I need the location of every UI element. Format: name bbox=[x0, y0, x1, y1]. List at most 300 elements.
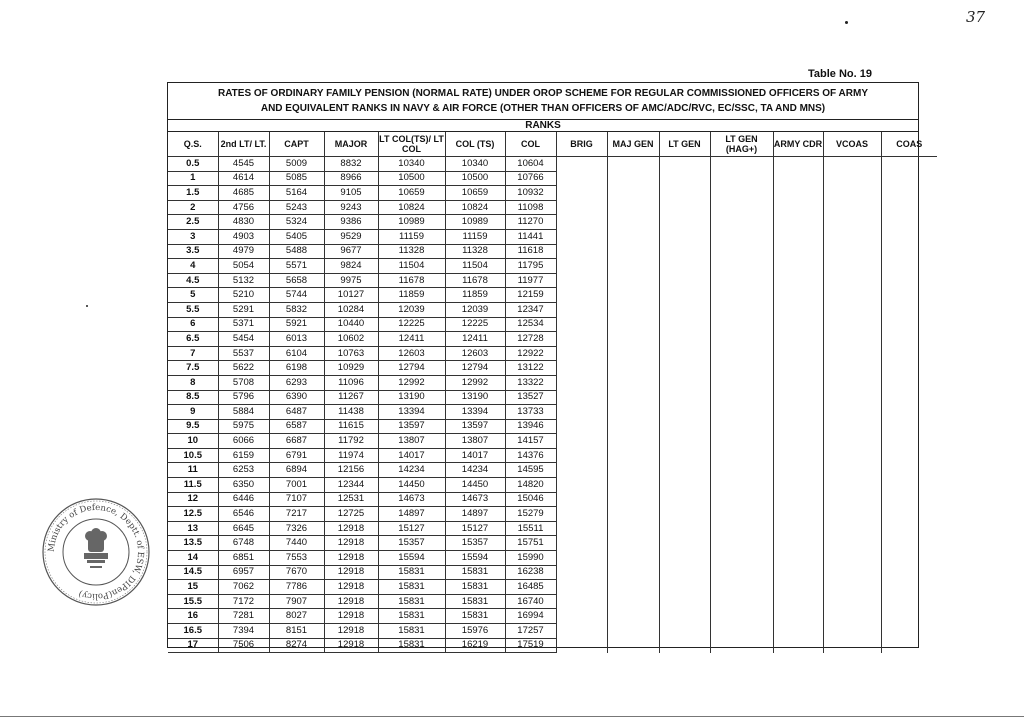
col-cell: 16994 bbox=[505, 609, 556, 624]
qs-cell: 2.5 bbox=[168, 215, 218, 230]
empty-cell bbox=[659, 332, 710, 347]
major-cell: 11438 bbox=[324, 405, 378, 420]
col-cell: 11977 bbox=[505, 273, 556, 288]
empty-cell bbox=[773, 492, 823, 507]
qs-cell: 13.5 bbox=[168, 536, 218, 551]
empty-cell bbox=[823, 478, 881, 493]
col-ts-cell: 14673 bbox=[445, 492, 505, 507]
empty-cell bbox=[773, 302, 823, 317]
major-cell: 12725 bbox=[324, 507, 378, 522]
empty-cell bbox=[607, 200, 659, 215]
empty-cell bbox=[556, 259, 607, 274]
table-row bbox=[168, 463, 937, 478]
qs-cell: 15.5 bbox=[168, 594, 218, 609]
capt-cell: 7326 bbox=[269, 521, 324, 536]
empty-cell bbox=[607, 361, 659, 376]
empty-cell bbox=[881, 551, 937, 566]
empty-cell bbox=[556, 332, 607, 347]
lt-cell: 7062 bbox=[218, 580, 269, 595]
major-cell: 12918 bbox=[324, 521, 378, 536]
qs-cell: 11.5 bbox=[168, 478, 218, 493]
lt-cell: 5291 bbox=[218, 302, 269, 317]
qs-cell: 8.5 bbox=[168, 390, 218, 405]
col-cell: 12728 bbox=[505, 332, 556, 347]
empty-cell bbox=[710, 594, 773, 609]
empty-cell bbox=[659, 302, 710, 317]
empty-cell bbox=[881, 624, 937, 639]
col-cell: 12347 bbox=[505, 302, 556, 317]
col-ts-cell: 15831 bbox=[445, 565, 505, 580]
major-cell: 10929 bbox=[324, 361, 378, 376]
major-cell: 10763 bbox=[324, 346, 378, 361]
major-cell: 8966 bbox=[324, 171, 378, 186]
lt-cell: 7281 bbox=[218, 609, 269, 624]
empty-cell bbox=[607, 259, 659, 274]
lt-cell: 4545 bbox=[218, 157, 269, 172]
empty-cell bbox=[881, 536, 937, 551]
lt-cell: 7506 bbox=[218, 638, 269, 653]
lt-cell: 5454 bbox=[218, 332, 269, 347]
major-cell: 12918 bbox=[324, 594, 378, 609]
col-ts-cell: 12039 bbox=[445, 302, 505, 317]
empty-cell bbox=[556, 346, 607, 361]
lt-col-cell: 12992 bbox=[378, 375, 445, 390]
lt-col-cell: 15831 bbox=[378, 638, 445, 653]
empty-cell bbox=[710, 638, 773, 653]
empty-cell bbox=[556, 317, 607, 332]
column-header: Q.S. bbox=[168, 132, 218, 157]
empty-cell bbox=[607, 624, 659, 639]
lt-cell: 5537 bbox=[218, 346, 269, 361]
empty-cell bbox=[773, 551, 823, 566]
qs-cell: 6 bbox=[168, 317, 218, 332]
capt-cell: 6791 bbox=[269, 448, 324, 463]
empty-cell bbox=[556, 638, 607, 653]
table-row bbox=[168, 624, 937, 639]
empty-cell bbox=[881, 419, 937, 434]
empty-cell bbox=[773, 215, 823, 230]
major-cell: 12918 bbox=[324, 551, 378, 566]
empty-cell bbox=[659, 624, 710, 639]
empty-cell bbox=[881, 594, 937, 609]
empty-cell bbox=[823, 273, 881, 288]
col-cell: 17257 bbox=[505, 624, 556, 639]
empty-cell bbox=[881, 288, 937, 303]
empty-cell bbox=[607, 273, 659, 288]
table-row bbox=[168, 317, 937, 332]
major-cell: 11096 bbox=[324, 375, 378, 390]
empty-cell bbox=[659, 375, 710, 390]
qs-cell: 6.5 bbox=[168, 332, 218, 347]
empty-cell bbox=[607, 434, 659, 449]
col-ts-cell: 11678 bbox=[445, 273, 505, 288]
empty-cell bbox=[881, 448, 937, 463]
major-cell: 12918 bbox=[324, 638, 378, 653]
empty-cell bbox=[823, 390, 881, 405]
empty-cell bbox=[659, 419, 710, 434]
lt-cell: 4979 bbox=[218, 244, 269, 259]
col-cell: 16238 bbox=[505, 565, 556, 580]
empty-cell bbox=[773, 580, 823, 595]
empty-cell bbox=[710, 609, 773, 624]
col-cell: 11270 bbox=[505, 215, 556, 230]
capt-cell: 7001 bbox=[269, 478, 324, 493]
table-title-line-1: RATES OF ORDINARY FAMILY PENSION (NORMAL RATE) UNDER OROP SCHEME FOR REGULAR COMMISSIONED OFFICERS OF ARMY bbox=[217, 88, 869, 99]
empty-cell bbox=[556, 594, 607, 609]
col-cell: 15046 bbox=[505, 492, 556, 507]
major-cell: 10440 bbox=[324, 317, 378, 332]
capt-cell: 6587 bbox=[269, 419, 324, 434]
empty-cell bbox=[773, 536, 823, 551]
lt-cell: 4903 bbox=[218, 229, 269, 244]
col-cell: 14157 bbox=[505, 434, 556, 449]
capt-cell: 6293 bbox=[269, 375, 324, 390]
pension-rates-table bbox=[168, 132, 937, 653]
col-cell: 13322 bbox=[505, 375, 556, 390]
capt-cell: 6687 bbox=[269, 434, 324, 449]
col-cell: 14376 bbox=[505, 448, 556, 463]
empty-cell bbox=[823, 317, 881, 332]
table-row bbox=[168, 492, 937, 507]
lt-col-cell: 12225 bbox=[378, 317, 445, 332]
national-emblem-icon bbox=[84, 528, 108, 568]
qs-cell: 2 bbox=[168, 200, 218, 215]
empty-cell bbox=[607, 521, 659, 536]
empty-cell bbox=[823, 259, 881, 274]
empty-cell bbox=[710, 157, 773, 172]
empty-cell bbox=[881, 215, 937, 230]
qs-cell: 0.5 bbox=[168, 157, 218, 172]
empty-cell bbox=[659, 638, 710, 653]
column-header: LT GEN bbox=[659, 132, 710, 157]
capt-cell: 6390 bbox=[269, 390, 324, 405]
empty-cell bbox=[773, 273, 823, 288]
major-cell: 11792 bbox=[324, 434, 378, 449]
empty-cell bbox=[773, 478, 823, 493]
lt-cell: 5708 bbox=[218, 375, 269, 390]
ministry-seal-stamp bbox=[40, 496, 152, 608]
empty-cell bbox=[773, 157, 823, 172]
empty-cell bbox=[710, 624, 773, 639]
col-cell: 16740 bbox=[505, 594, 556, 609]
empty-cell bbox=[659, 521, 710, 536]
col-ts-cell: 15594 bbox=[445, 551, 505, 566]
table-row bbox=[168, 565, 937, 580]
capt-cell: 5488 bbox=[269, 244, 324, 259]
table-row bbox=[168, 361, 937, 376]
capt-cell: 5405 bbox=[269, 229, 324, 244]
major-cell: 10602 bbox=[324, 332, 378, 347]
empty-cell bbox=[556, 390, 607, 405]
major-cell: 11267 bbox=[324, 390, 378, 405]
table-row bbox=[168, 157, 937, 172]
empty-cell bbox=[607, 375, 659, 390]
empty-cell bbox=[710, 390, 773, 405]
empty-cell bbox=[823, 361, 881, 376]
major-cell: 12531 bbox=[324, 492, 378, 507]
table-row bbox=[168, 478, 937, 493]
table-row bbox=[168, 215, 937, 230]
empty-cell bbox=[773, 171, 823, 186]
empty-cell bbox=[710, 346, 773, 361]
empty-cell bbox=[773, 434, 823, 449]
empty-cell bbox=[607, 288, 659, 303]
major-cell: 9529 bbox=[324, 229, 378, 244]
empty-cell bbox=[659, 390, 710, 405]
col-cell: 15751 bbox=[505, 536, 556, 551]
empty-cell bbox=[773, 624, 823, 639]
lt-cell: 5132 bbox=[218, 273, 269, 288]
lt-cell: 6446 bbox=[218, 492, 269, 507]
empty-cell bbox=[659, 317, 710, 332]
major-cell: 12344 bbox=[324, 478, 378, 493]
col-ts-cell: 12225 bbox=[445, 317, 505, 332]
col-cell: 10932 bbox=[505, 186, 556, 201]
empty-cell bbox=[881, 390, 937, 405]
empty-cell bbox=[881, 565, 937, 580]
empty-cell bbox=[607, 229, 659, 244]
qs-cell: 10 bbox=[168, 434, 218, 449]
capt-cell: 6198 bbox=[269, 361, 324, 376]
empty-cell bbox=[881, 229, 937, 244]
capt-cell: 5243 bbox=[269, 200, 324, 215]
lt-col-cell: 10659 bbox=[378, 186, 445, 201]
empty-cell bbox=[659, 463, 710, 478]
header-row bbox=[168, 132, 937, 157]
col-ts-cell: 15831 bbox=[445, 594, 505, 609]
empty-cell bbox=[659, 551, 710, 566]
qs-cell: 3.5 bbox=[168, 244, 218, 259]
col-ts-cell: 14017 bbox=[445, 448, 505, 463]
col-ts-cell: 14234 bbox=[445, 463, 505, 478]
qs-cell: 1.5 bbox=[168, 186, 218, 201]
qs-cell: 16 bbox=[168, 609, 218, 624]
major-cell: 9824 bbox=[324, 259, 378, 274]
col-cell: 13733 bbox=[505, 405, 556, 420]
empty-cell bbox=[556, 200, 607, 215]
empty-cell bbox=[659, 186, 710, 201]
lt-cell: 5622 bbox=[218, 361, 269, 376]
empty-cell bbox=[710, 171, 773, 186]
empty-cell bbox=[659, 244, 710, 259]
col-cell: 16485 bbox=[505, 580, 556, 595]
empty-cell bbox=[710, 302, 773, 317]
empty-cell bbox=[710, 419, 773, 434]
empty-cell bbox=[556, 434, 607, 449]
lt-cell: 4614 bbox=[218, 171, 269, 186]
empty-cell bbox=[607, 565, 659, 580]
lt-col-cell: 13394 bbox=[378, 405, 445, 420]
lt-cell: 6253 bbox=[218, 463, 269, 478]
empty-cell bbox=[823, 521, 881, 536]
lt-col-cell: 15831 bbox=[378, 594, 445, 609]
table-body bbox=[168, 157, 937, 653]
empty-cell bbox=[710, 521, 773, 536]
qs-cell: 9.5 bbox=[168, 419, 218, 434]
lt-cell: 4685 bbox=[218, 186, 269, 201]
empty-cell bbox=[773, 565, 823, 580]
empty-cell bbox=[773, 390, 823, 405]
lt-col-cell: 14017 bbox=[378, 448, 445, 463]
pension-table-frame bbox=[167, 82, 923, 651]
empty-cell bbox=[823, 580, 881, 595]
lt-col-cell: 10824 bbox=[378, 200, 445, 215]
col-ts-cell: 10989 bbox=[445, 215, 505, 230]
empty-cell bbox=[773, 375, 823, 390]
empty-cell bbox=[710, 478, 773, 493]
lt-col-cell: 15831 bbox=[378, 624, 445, 639]
empty-cell bbox=[607, 478, 659, 493]
empty-cell bbox=[881, 638, 937, 653]
qs-cell: 12.5 bbox=[168, 507, 218, 522]
major-cell: 9975 bbox=[324, 273, 378, 288]
empty-cell bbox=[773, 405, 823, 420]
empty-cell bbox=[881, 478, 937, 493]
lt-cell: 6851 bbox=[218, 551, 269, 566]
empty-cell bbox=[710, 215, 773, 230]
empty-cell bbox=[556, 448, 607, 463]
empty-cell bbox=[659, 215, 710, 230]
empty-cell bbox=[710, 463, 773, 478]
lt-col-cell: 14450 bbox=[378, 478, 445, 493]
lt-col-cell: 15357 bbox=[378, 536, 445, 551]
col-ts-cell: 13807 bbox=[445, 434, 505, 449]
col-cell: 12534 bbox=[505, 317, 556, 332]
capt-cell: 7786 bbox=[269, 580, 324, 595]
col-ts-cell: 12992 bbox=[445, 375, 505, 390]
page-bottom-rule bbox=[0, 716, 1024, 717]
empty-cell bbox=[710, 375, 773, 390]
empty-cell bbox=[773, 186, 823, 201]
col-cell: 10604 bbox=[505, 157, 556, 172]
empty-cell bbox=[556, 580, 607, 595]
col-cell: 15990 bbox=[505, 551, 556, 566]
qs-cell: 1 bbox=[168, 171, 218, 186]
empty-cell bbox=[607, 507, 659, 522]
column-header: BRIG bbox=[556, 132, 607, 157]
seal-text: Ministry of Defence, Deptt. of ESW, DIPen(Policy) bbox=[46, 502, 146, 602]
empty-cell bbox=[556, 478, 607, 493]
table-row bbox=[168, 346, 937, 361]
table-row bbox=[168, 375, 937, 390]
empty-cell bbox=[710, 580, 773, 595]
empty-cell bbox=[659, 273, 710, 288]
empty-cell bbox=[556, 244, 607, 259]
empty-cell bbox=[556, 405, 607, 420]
empty-cell bbox=[773, 244, 823, 259]
empty-cell bbox=[659, 361, 710, 376]
table-row bbox=[168, 419, 937, 434]
empty-cell bbox=[823, 448, 881, 463]
empty-cell bbox=[881, 361, 937, 376]
lt-col-cell: 13597 bbox=[378, 419, 445, 434]
major-cell: 9386 bbox=[324, 215, 378, 230]
empty-cell bbox=[823, 229, 881, 244]
capt-cell: 7670 bbox=[269, 565, 324, 580]
empty-cell bbox=[556, 273, 607, 288]
ranks-label: RANKS bbox=[168, 120, 918, 132]
lt-cell: 6159 bbox=[218, 448, 269, 463]
col-ts-cell: 15831 bbox=[445, 609, 505, 624]
major-cell: 9105 bbox=[324, 186, 378, 201]
empty-cell bbox=[881, 492, 937, 507]
lt-col-cell: 10500 bbox=[378, 171, 445, 186]
empty-cell bbox=[773, 609, 823, 624]
lt-col-cell: 15127 bbox=[378, 521, 445, 536]
lt-cell: 5975 bbox=[218, 419, 269, 434]
qs-cell: 14 bbox=[168, 551, 218, 566]
capt-cell: 5085 bbox=[269, 171, 324, 186]
empty-cell bbox=[881, 259, 937, 274]
empty-cell bbox=[659, 229, 710, 244]
capt-cell: 8027 bbox=[269, 609, 324, 624]
capt-cell: 7553 bbox=[269, 551, 324, 566]
empty-cell bbox=[881, 507, 937, 522]
lt-col-cell: 13807 bbox=[378, 434, 445, 449]
empty-cell bbox=[710, 200, 773, 215]
empty-cell bbox=[773, 507, 823, 522]
col-cell: 13946 bbox=[505, 419, 556, 434]
qs-cell: 11 bbox=[168, 463, 218, 478]
lt-col-cell: 14673 bbox=[378, 492, 445, 507]
empty-cell bbox=[710, 229, 773, 244]
qs-cell: 17 bbox=[168, 638, 218, 653]
empty-cell bbox=[607, 448, 659, 463]
major-cell: 12918 bbox=[324, 609, 378, 624]
empty-cell bbox=[823, 565, 881, 580]
table-title-line-2: AND EQUIVALENT RANKS IN NAVY & AIR FORCE (OTHER THAN OFFICERS OF AMC/ADC/RVC, EC/SSC, TA AND MNS) bbox=[260, 103, 826, 114]
col-cell: 13527 bbox=[505, 390, 556, 405]
empty-cell bbox=[823, 434, 881, 449]
col-ts-cell: 13597 bbox=[445, 419, 505, 434]
empty-cell bbox=[659, 171, 710, 186]
empty-cell bbox=[556, 171, 607, 186]
empty-cell bbox=[710, 434, 773, 449]
qs-cell: 13 bbox=[168, 521, 218, 536]
lt-col-cell: 14897 bbox=[378, 507, 445, 522]
lt-col-cell: 10989 bbox=[378, 215, 445, 230]
page-number: 37 bbox=[966, 8, 986, 26]
column-header: ARMY CDR bbox=[773, 132, 823, 157]
empty-cell bbox=[881, 171, 937, 186]
empty-cell bbox=[823, 244, 881, 259]
empty-cell bbox=[607, 405, 659, 420]
table-row bbox=[168, 186, 937, 201]
empty-cell bbox=[556, 521, 607, 536]
empty-cell bbox=[607, 419, 659, 434]
lt-col-cell: 11504 bbox=[378, 259, 445, 274]
qs-cell: 4 bbox=[168, 259, 218, 274]
lt-cell: 7172 bbox=[218, 594, 269, 609]
col-ts-cell: 16219 bbox=[445, 638, 505, 653]
empty-cell bbox=[881, 332, 937, 347]
lt-col-cell: 12411 bbox=[378, 332, 445, 347]
empty-cell bbox=[659, 565, 710, 580]
empty-cell bbox=[823, 375, 881, 390]
empty-cell bbox=[556, 609, 607, 624]
column-header: 2nd LT/ LT. bbox=[218, 132, 269, 157]
table-row bbox=[168, 638, 937, 653]
empty-cell bbox=[823, 551, 881, 566]
major-cell: 10284 bbox=[324, 302, 378, 317]
empty-cell bbox=[607, 463, 659, 478]
qs-cell: 15 bbox=[168, 580, 218, 595]
empty-cell bbox=[773, 332, 823, 347]
empty-cell bbox=[710, 259, 773, 274]
empty-cell bbox=[607, 492, 659, 507]
capt-cell: 5832 bbox=[269, 302, 324, 317]
col-cell: 10766 bbox=[505, 171, 556, 186]
